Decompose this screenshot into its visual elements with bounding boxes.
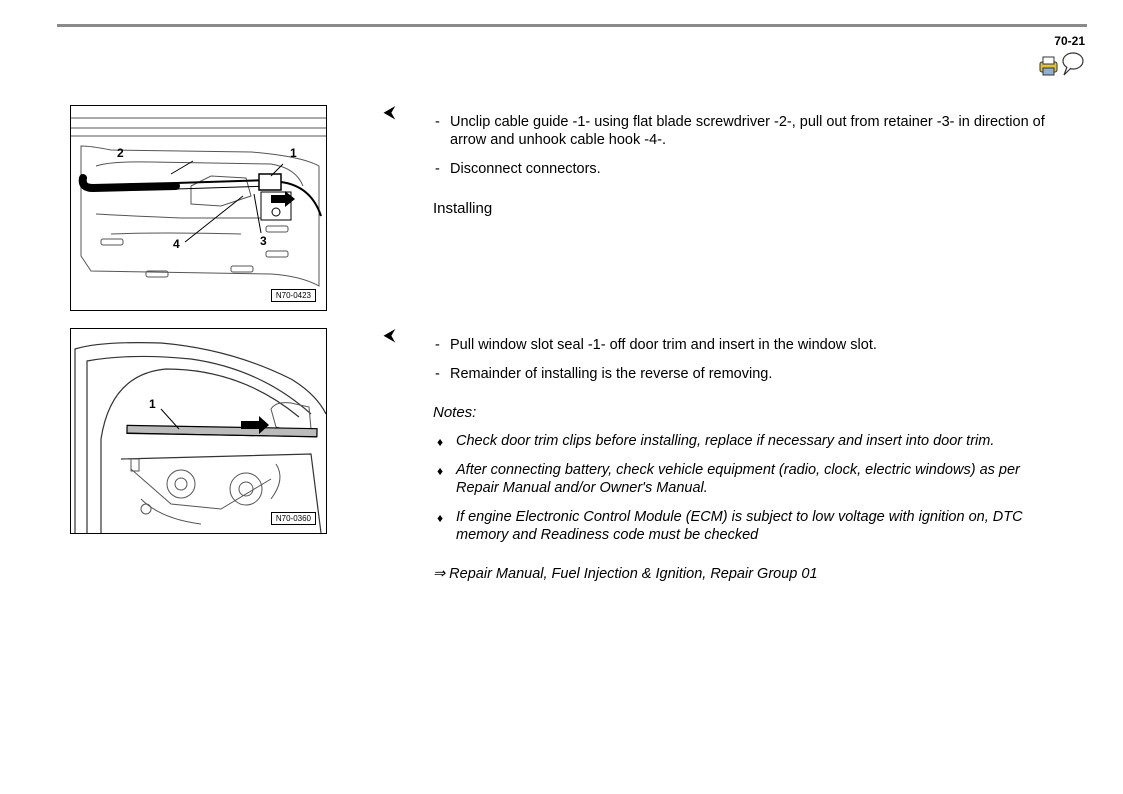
- figure-pointer-arrow-icon: ⮜: [384, 327, 395, 344]
- note-text: If engine Electronic Control Module (ECM) is subject to low voltage with ignition on, DTC memory and Readiness code must be checked: [456, 509, 1023, 543]
- top-rule: [57, 24, 1087, 27]
- step-text: Remainder of installing is the reverse of removing.: [450, 366, 773, 382]
- callout-1: 1: [149, 397, 156, 411]
- notes-heading: Notes:: [433, 404, 477, 421]
- cable-guide-illustration: [71, 106, 326, 310]
- printer-icon[interactable]: [1040, 57, 1057, 75]
- callout-1: 1: [290, 146, 297, 160]
- callout-4: 4: [173, 237, 180, 251]
- installing-heading: Installing: [433, 200, 493, 217]
- step-dash: -: [435, 114, 440, 130]
- step-text: Disconnect connectors.: [450, 161, 601, 177]
- door-illustration: [71, 329, 326, 533]
- step-dash: -: [435, 161, 440, 177]
- step-dash: -: [435, 337, 440, 353]
- header-icons: [1037, 50, 1087, 80]
- figure-id: N70-0423: [271, 289, 316, 302]
- step-text: Pull window slot seal -1- off door trim and insert in the window slot.: [450, 337, 877, 353]
- repair-manual-reference-link[interactable]: ⇒ Repair Manual, Fuel Injection & Ignition, Repair Group 01: [433, 566, 818, 582]
- step-dash: -: [435, 366, 440, 382]
- callout-2: 2: [117, 146, 124, 160]
- step-text: Unclip cable guide -1- using flat blade screwdriver -2-, pull out from retainer -3- in direction of arrow and unhook cable hook -4-.: [450, 114, 1045, 148]
- figure-id: N70-0360: [271, 512, 316, 525]
- page-number: 70-21: [1054, 34, 1085, 48]
- figure-cable-guide: [70, 105, 327, 311]
- callout-3: 3: [260, 234, 267, 248]
- note-text: After connecting battery, check vehicle equipment (radio, clock, electric windows) as per Repair Manual and/or Owner's Manual.: [456, 462, 1020, 496]
- note-text: Check door trim clips before installing, replace if necessary and insert into door trim.: [456, 433, 995, 449]
- speech-bubble-icon[interactable]: [1063, 53, 1083, 75]
- figure-pointer-arrow-icon: ⮜: [384, 104, 395, 121]
- figure-window-seal: [70, 328, 327, 534]
- diamond-bullet-icon: ♦: [437, 435, 444, 449]
- diamond-bullet-icon: ♦: [437, 511, 444, 525]
- diamond-bullet-icon: ♦: [437, 464, 444, 478]
